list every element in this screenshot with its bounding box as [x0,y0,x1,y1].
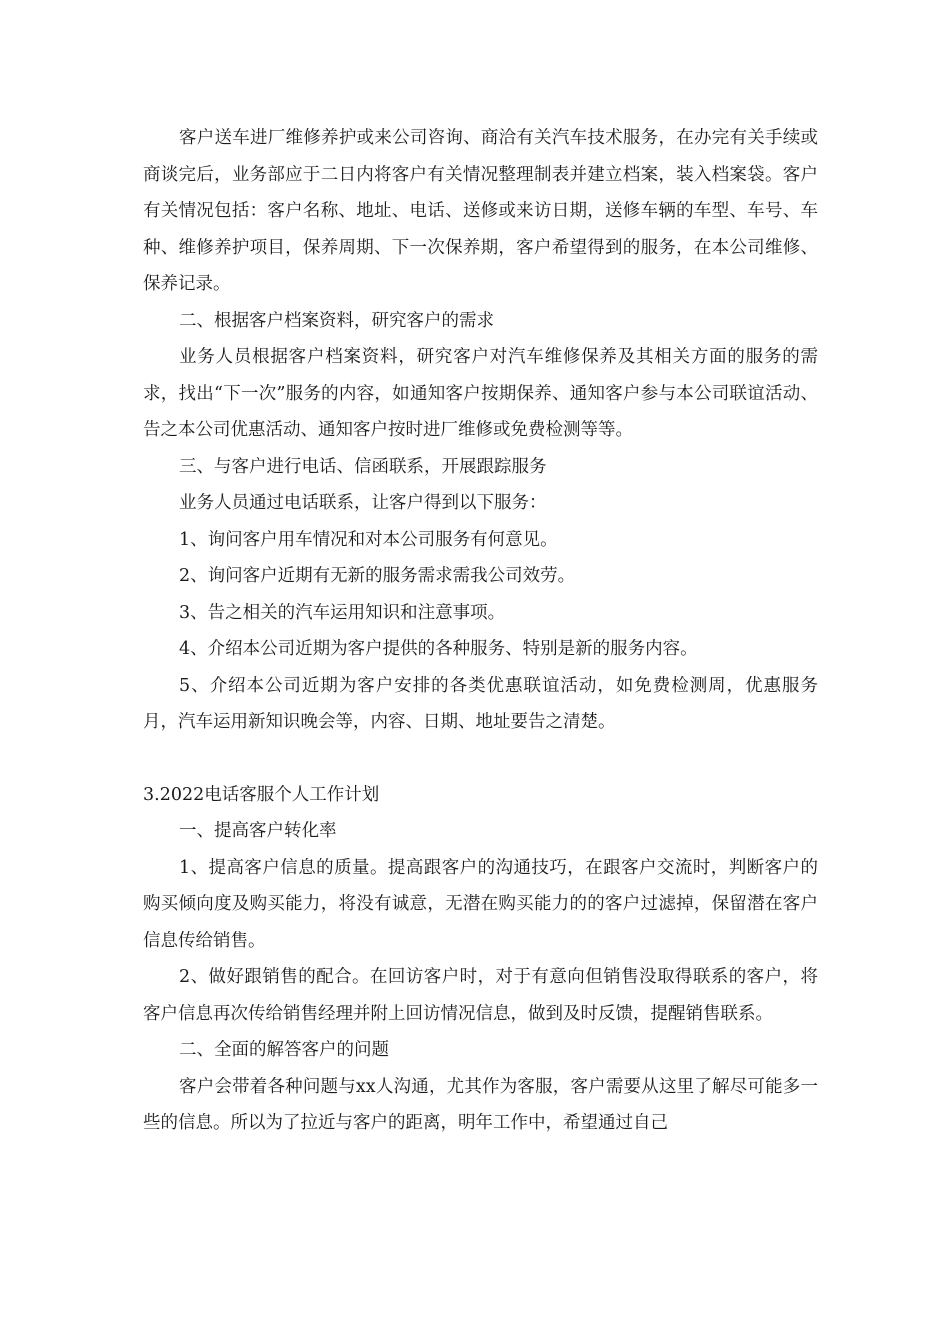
paragraph-heading: 二、全面的解答客户的问题 [179,1040,389,1060]
document-page [143,120,818,1142]
list-item: 3、告之相关的汽车运用知识和注意事项。 [179,602,506,623]
list-item: 4、介绍本公司近期为客户提供的各种服务、特别是新的服务内容。 [179,639,698,659]
list-item: 2、询问客户近期有无新的服务需求需我公司效劳。 [179,566,576,586]
paragraph: 1、提高客户信息的质量。提高跟客户的沟通技巧，在跟客户交流时，判断客户的购买倾向度及购买能力，将没有诚意，无潜在购买能力的的客户过滤掉，保留潜在客户信息传给销售。 [143,857,818,951]
paragraph: 2、做好跟销售的配合。在回访客户时，对于有意向但销售没取得联系的客户，将客户信息再次传给销售经理并附上回访情况信息，做到及时反馈，提醒销售联系。 [143,967,818,1024]
paragraph-heading: 二、根据客户档案资料，研究客户的需求 [179,310,494,331]
section-title: 3.2022电话客服个人工作计划 [143,784,380,805]
paragraph: 客户会带着各种问题与xx人沟通，尤其作为客服，客户需要从这里了解尽可能多一些的信息。所以为了拉近与客户的距离，明年工作中，希望通过自己 [143,1076,818,1133]
list-item: 1、询问客户用车情况和对本公司服务有何意见。 [179,529,558,550]
paragraph: 业务人员根据客户档案资料，研究客户对汽车维修保养及其相关方面的服务的需求，找出“下一次”服务的内容，如通知客户按期保养、通知客户参与本公司联谊活动、告之本公司优惠活动、通知客户按时进厂维修或免费检测等等。 [143,347,818,440]
list-item: 5、介绍本公司近期为客户安排的各类优惠联谊活动，如免费检测周，优惠服务月，汽车运用新知识晚会等，内容、日期、地址要告之清楚。 [143,675,818,732]
paragraph: 客户送车进厂维修养护或来公司咨询、商洽有关汽车技术服务，在办完有关手续或商谈完后，业务部应于二日内将客户有关情况整理制表并建立档案，装入档案袋。客户有关情况包括：客户名称、地址、电话、送修或来访日期，送修车辆的车型、车号、车种、维修养护项目，保养周期、下一次保养期，客户希望得到的服务，在本公司维修、保养记录。 [143,128,818,294]
paragraph-heading: 三、与客户进行电话、信函联系，开展跟踪服务 [179,456,547,477]
paragraph-heading: 一、提高客户转化率 [179,821,337,841]
paragraph: 业务人员通过电话联系，让客户得到以下服务： [179,493,547,513]
